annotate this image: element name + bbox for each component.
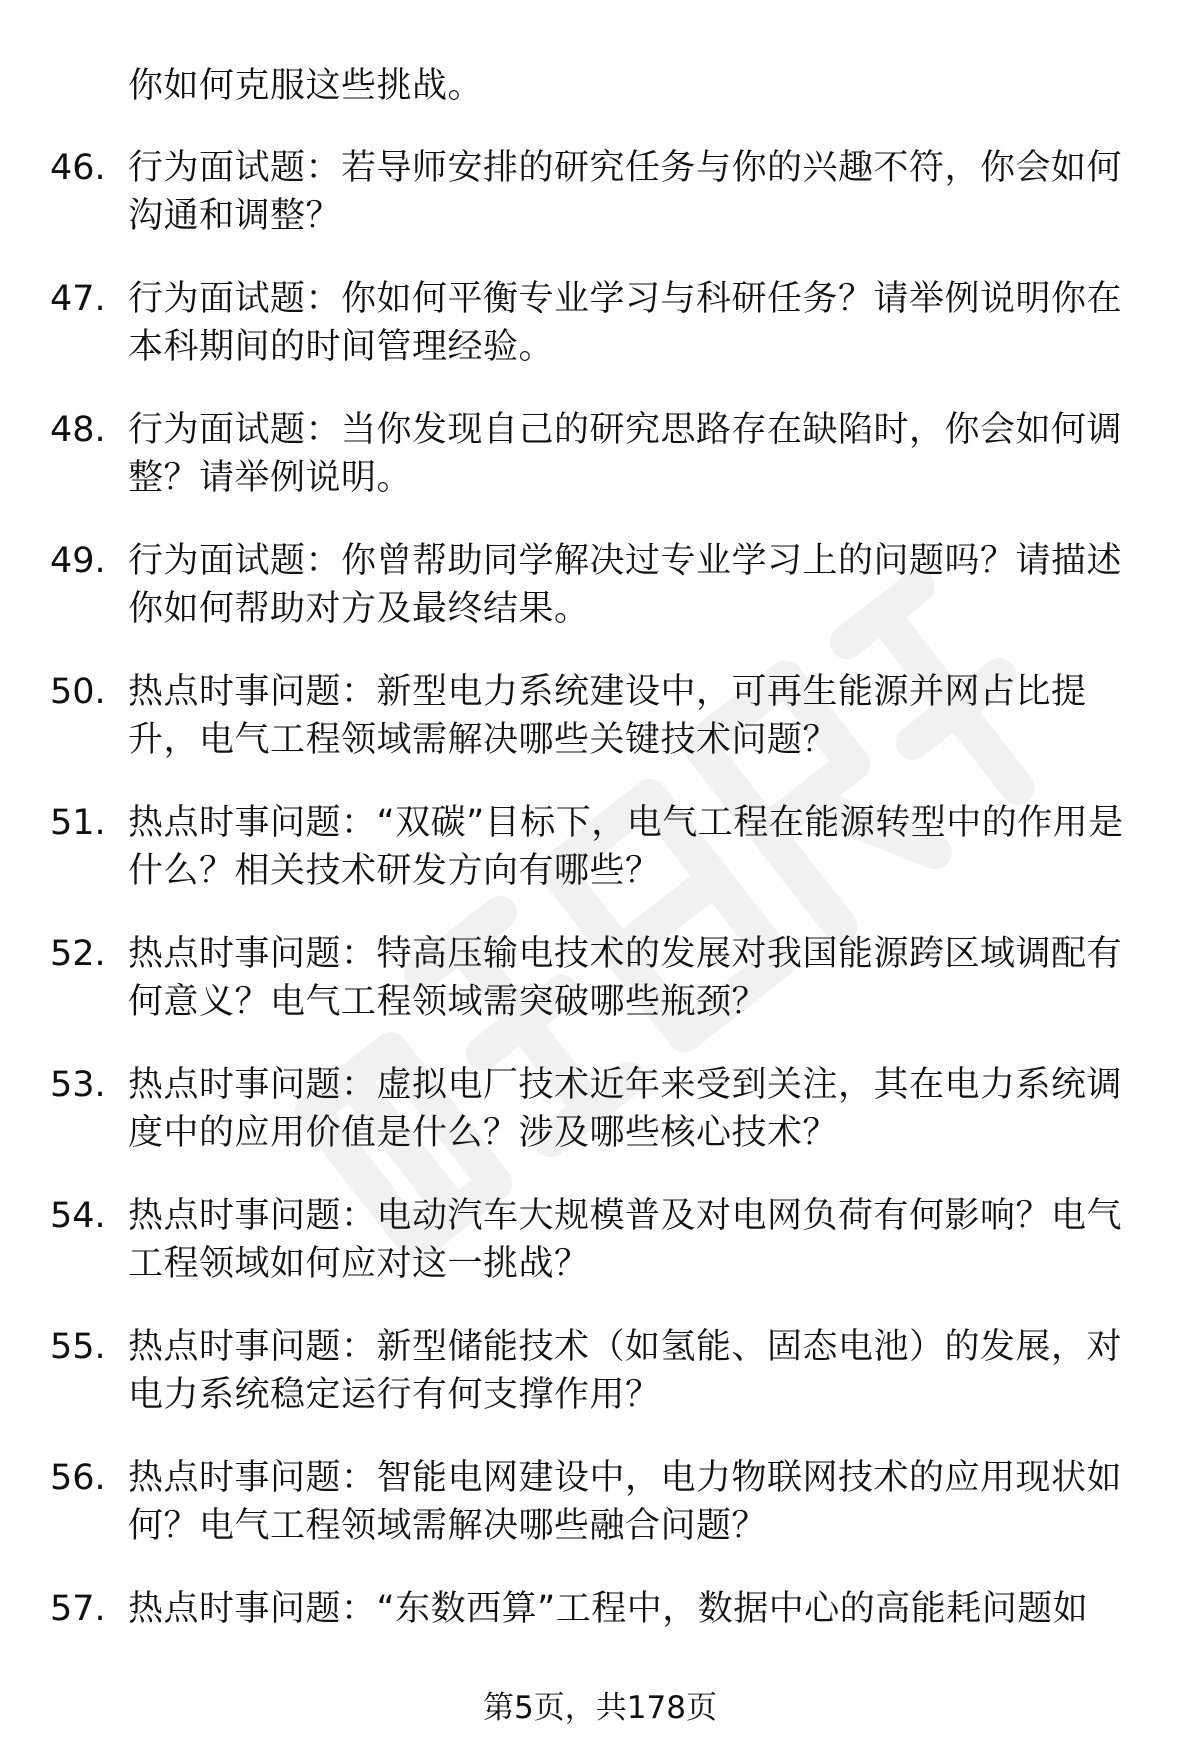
- question-text: 行为面试题：你曾帮助同学解决过专业学习上的问题吗？请描述你如何帮助对方及最终结果。: [128, 541, 1123, 629]
- question-item: [0, 275, 1200, 406]
- question-number: 54.: [50, 1196, 106, 1236]
- question-number: 49.: [50, 541, 106, 581]
- question-item: [0, 1454, 1200, 1585]
- question-text: 热点时事问题：虚拟电厂技术近年来受到关注，其在电力系统调度中的应用价值是什么？涉及哪些核心技术？: [128, 1065, 1123, 1153]
- question-number: 55.: [50, 1327, 106, 1367]
- question-number: 51.: [50, 803, 106, 843]
- question-text: 热点时事问题：智能电网建设中，电力物联网技术的应用现状如何？电气工程领域需解决哪些融合问题？: [128, 1458, 1123, 1546]
- question-item: [0, 537, 1200, 668]
- question-number: 47.: [50, 279, 106, 319]
- question-text: 行为面试题：当你发现自己的研究思路存在缺陷时，你会如何调整？请举例说明。: [128, 410, 1123, 498]
- question-number: 53.: [50, 1065, 106, 1105]
- question-number: 57.: [50, 1589, 106, 1629]
- question-text: 热点时事问题：“双碳”目标下，电气工程在能源转型中的作用是什么？相关技术研发方向有哪些？: [128, 803, 1124, 891]
- question-item: [0, 930, 1200, 1061]
- question-text: 热点时事问题：“东数西算”工程中，数据中心的高能耗问题如: [128, 1589, 1089, 1629]
- question-number: 50.: [50, 672, 106, 712]
- question-list: [0, 144, 1200, 1716]
- page-footer: 第5页，共178页: [483, 1690, 717, 1726]
- question-item: [0, 799, 1200, 930]
- question-number: 48.: [50, 410, 106, 450]
- question-item: [0, 668, 1200, 799]
- question-text: 热点时事问题：新型电力系统建设中，可再生能源并网占比提升，电气工程领域需解决哪些关键技术问题？: [128, 672, 1087, 760]
- question-item: [0, 144, 1200, 275]
- question-item: [0, 406, 1200, 537]
- question-number: 52.: [50, 934, 106, 974]
- question-text: 热点时事问题：电动汽车大规模普及对电网负荷有何影响？电气工程领域如何应对这一挑战？: [128, 1196, 1123, 1284]
- question-item: [0, 1323, 1200, 1454]
- question-text: 行为面试题：若导师安排的研究任务与你的兴趣不符，你会如何沟通和调整？: [128, 148, 1123, 236]
- question-text: 热点时事问题：新型储能技术（如氢能、固态电池）的发展，对电力系统稳定运行有何支撑作用？: [128, 1327, 1123, 1415]
- question-item: [0, 1192, 1200, 1323]
- question-text: 行为面试题：你如何平衡专业学习与科研任务？请举例说明你在本科期间的时间管理经验。: [128, 279, 1123, 367]
- question-number: 56.: [50, 1458, 106, 1498]
- continuation-line: 你如何克服这些挑战。: [128, 66, 484, 106]
- question-number: 46.: [50, 148, 106, 188]
- question-text: 热点时事问题：特高压输电技术的发展对我国能源跨区域调配有何意义？电气工程领域需突破哪些瓶颈？: [128, 934, 1123, 1022]
- question-item: [0, 1061, 1200, 1192]
